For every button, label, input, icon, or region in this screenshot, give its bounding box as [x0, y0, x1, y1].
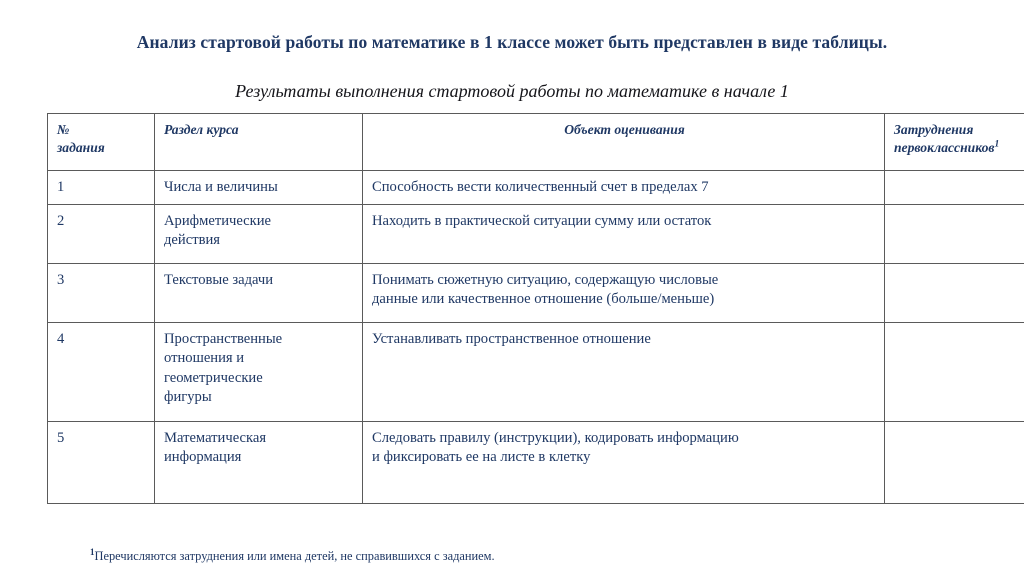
- column-header-course-section: [155, 114, 363, 171]
- cell-task-number: 2: [48, 205, 155, 264]
- table-header: [48, 114, 1024, 171]
- cell-difficulties[interactable]: [885, 323, 1024, 422]
- table-row: [48, 323, 1024, 422]
- cell-task-number: 1: [48, 171, 155, 205]
- difficulties-header-text: первоклассников: [894, 139, 995, 155]
- cell-course-section: [155, 171, 363, 205]
- cell-difficulties[interactable]: [885, 422, 1024, 504]
- results-table: [47, 113, 1024, 504]
- cell-assessment-object: [363, 422, 885, 504]
- cell-difficulties[interactable]: [885, 264, 1024, 323]
- cell-difficulties[interactable]: [885, 171, 1024, 205]
- section-line: геометрические: [164, 369, 263, 386]
- section-line: Текстовые задачи: [164, 272, 274, 288]
- table-header-row: [48, 114, 1024, 171]
- assessment-object-header-label: Объект оценивания: [564, 122, 685, 137]
- section-line: фигуры: [164, 388, 212, 405]
- object-line: Понимать сюжетную ситуацию, содержащую числовые: [372, 272, 719, 288]
- footnote-marker: 1: [90, 546, 95, 557]
- cell-course-section: [155, 205, 363, 264]
- page-title: Анализ стартовой работы по математике в 1 классе может быть представлен в виде таблицы.: [136, 32, 888, 52]
- page-subtitle: Результаты выполнения стартовой работы по математике в начале 1: [235, 81, 789, 101]
- section-line: Пространственные: [164, 331, 283, 347]
- cell-course-section: [155, 264, 363, 323]
- table-row: [48, 422, 1024, 504]
- section-line: отношения и: [164, 350, 245, 367]
- footnote-reference-marker: 1: [994, 139, 1000, 150]
- difficulties-header-line-2: [894, 139, 1024, 157]
- object-line: Способность вести количественный счет в пределах 7: [372, 179, 709, 195]
- cell-course-section: [155, 323, 363, 422]
- cell-assessment-object: [363, 264, 885, 323]
- object-line: данные или качественное отношение (больше/меньше): [372, 291, 715, 308]
- difficulties-header-line-1: Затруднения: [894, 122, 974, 137]
- section-line: Арифметические: [164, 213, 272, 229]
- footnote: [90, 546, 495, 564]
- object-line: Устанавливать пространственное отношение: [372, 331, 651, 347]
- object-line: и фиксировать ее на листе в клетку: [372, 449, 591, 466]
- table-body: [48, 171, 1024, 504]
- object-line: Находить в практической ситуации сумму или остаток: [372, 213, 712, 229]
- section-line: Математическая: [164, 430, 267, 446]
- task-number-header-line-1: №: [57, 122, 70, 137]
- column-header-task-number: [48, 114, 155, 171]
- footnote-text: Перечисляются затруднения или имена детей, не справившихся с заданием.: [94, 549, 495, 563]
- object-line: Следовать правилу (инструкции), кодировать информацию: [372, 430, 739, 446]
- cell-course-section: [155, 422, 363, 504]
- cell-task-number: 4: [48, 323, 155, 422]
- course-section-header-label: Раздел курса: [164, 122, 239, 137]
- section-line: Числа и величины: [164, 179, 278, 195]
- cell-difficulties[interactable]: [885, 205, 1024, 264]
- table-row: [48, 205, 1024, 264]
- table-row: [48, 171, 1024, 205]
- cell-assessment-object: [363, 171, 885, 205]
- section-line: информация: [164, 449, 242, 466]
- cell-assessment-object: [363, 323, 885, 422]
- task-number-header-line-2: задания: [57, 139, 105, 155]
- cell-task-number: 5: [48, 422, 155, 504]
- table-row: [48, 264, 1024, 323]
- section-line: действия: [164, 232, 220, 249]
- column-header-assessment-object: [363, 114, 885, 171]
- cell-assessment-object: [363, 205, 885, 264]
- column-header-difficulties: [885, 114, 1024, 171]
- cell-task-number: 3: [48, 264, 155, 323]
